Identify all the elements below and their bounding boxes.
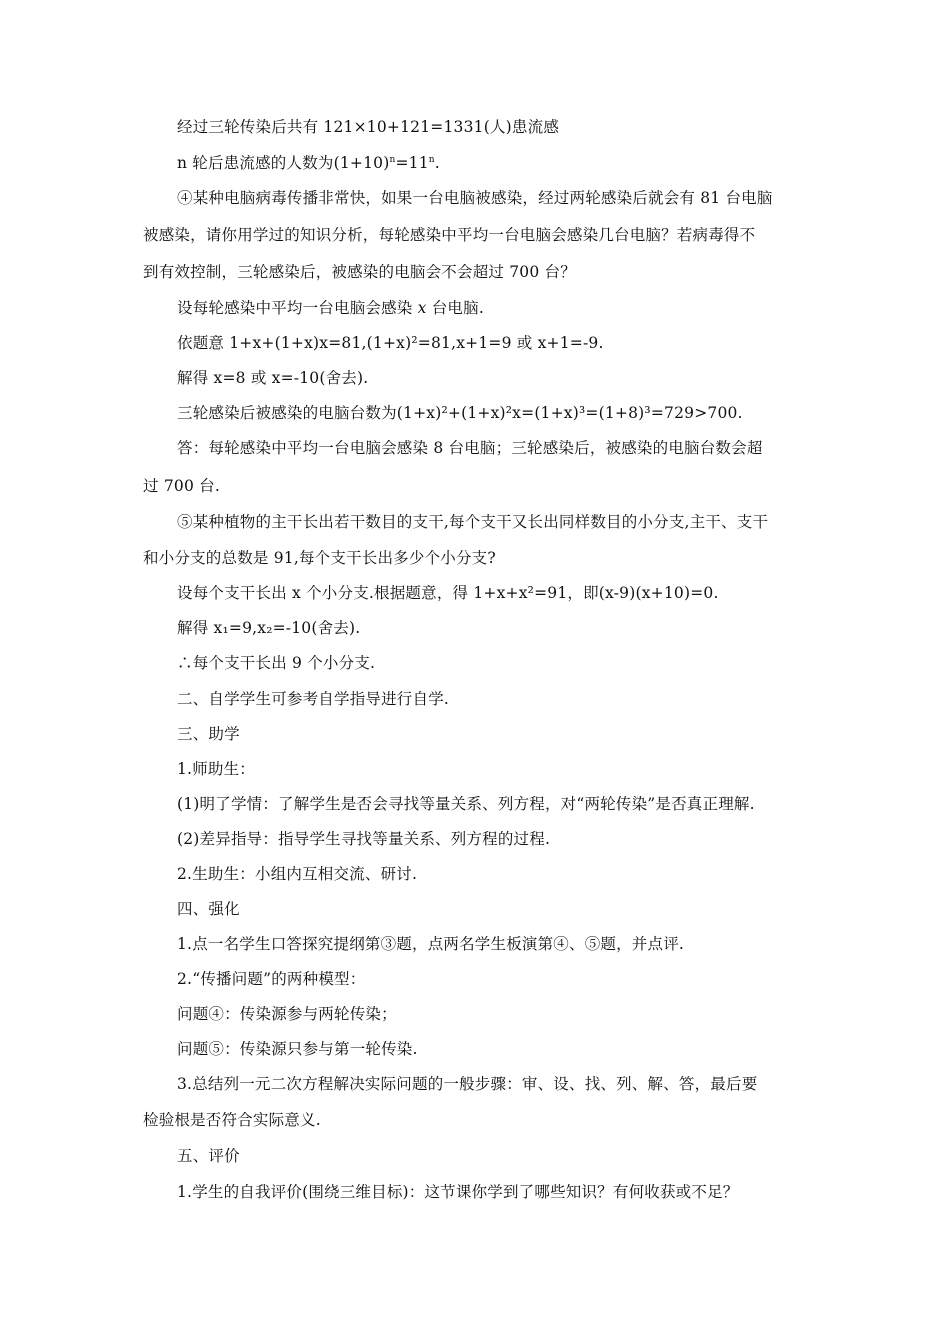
superscript: n [389,155,396,165]
text-line: 设每个支干长出 x 个小分支.根据题意，得 1+x+x²=91，即(x-9)(x+10)=0. [177,584,719,602]
text-line: 依题意 1+x+(1+x)x=81,(1+x)²=81,x+1=9 或 x+1=-9. [177,334,604,352]
text-line: 1.师助生： [177,760,255,778]
text-line: 被感染，请你用学过的知识分析，每轮感染中平均一台电脑会感染几台电脑？若病毒得不 [143,226,756,244]
text-line: 检验根是否符合实际意义. [143,1111,321,1129]
text-run: 设每轮感染中平均一台电脑会感染 [177,299,418,317]
variable: x [417,299,427,317]
text-line: ∴每个支干长出 9 个小分支. [177,654,376,672]
text-run: 台电脑. [426,299,484,317]
text-line: 到有效控制，三轮感染后，被感染的电脑会不会超过 700 台？ [143,263,576,281]
text-line: 过 700 台. [143,477,220,495]
text-line: 1.学生的自我评价(围绕三维目标)：这节课你学到了哪些知识？有何收获或不足？ [177,1183,739,1201]
text-line: (1)明了学情：了解学生是否会寻找等量关系、列方程，对“两轮传染”是否真正理解. [177,795,755,813]
text-run: =11 [395,154,429,172]
text-line: 解得 x=8 或 x=-10(舍去). [177,369,369,387]
section-heading: 二、自学学生可参考自学指导进行自学. [177,690,450,708]
text-line: 答：每轮感染中平均一台电脑会感染 8 台电脑；三轮感染后，被感染的电脑台数会超 [177,439,763,457]
text-line: ④某种电脑病毒传播非常快，如果一台电脑被感染，经过两轮感染后就会有 81 台电脑 [177,189,773,207]
text-line: 解得 x₁=9,x₂=-10(舍去). [177,619,361,637]
text-line: 2.“传播问题”的两种模型： [177,970,366,988]
superscript: n [428,155,435,165]
section-heading: 三、助学 [177,725,240,743]
text-line: 1.点一名学生口答探究提纲第③题，点两名学生板演第④、⑤题，并点评. [177,935,685,953]
text-line: 三轮感染后被感染的电脑台数为(1+x)²+(1+x)²x=(1+x)³=(1+8)³=729>700. [177,404,743,422]
text-line: 经过三轮传染后共有 121×10+121=1331(人)患流感 [177,118,560,136]
section-heading: 五、评价 [177,1147,240,1165]
text-line: 问题⑤：传染源只参与第一轮传染. [177,1040,418,1058]
text-line: 问题④：传染源参与两轮传染； [177,1005,397,1023]
text-line: 2.生助生：小组内互相交流、研讨. [177,865,418,883]
section-heading: 四、强化 [177,900,240,918]
text-line: 和小分支的总数是 91,每个支干长出多少个小分支? [143,549,496,567]
text-run: . [434,154,440,172]
text-line: ⑤某种植物的主干长出若干数目的支干,每个支干又长出同样数目的小分支,主干、支干 [177,513,769,531]
text-run: n 轮后患流感的人数为(1+10) [177,154,390,172]
text-line: 3.总结列一元二次方程解决实际问题的一般步骤：审、设、找、列、解、答，最后要 [177,1075,758,1093]
text-line [177,297,484,319]
text-line [177,152,440,174]
text-line: (2)差异指导：指导学生寻找等量关系、列方程的过程. [177,830,551,848]
